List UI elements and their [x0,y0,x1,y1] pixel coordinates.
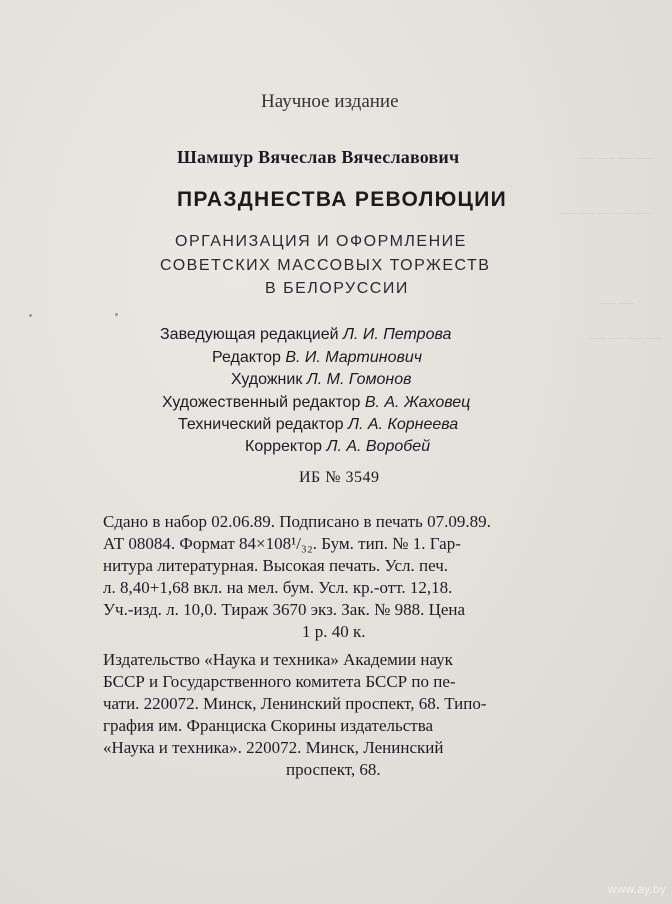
publication-type: Научное издание [261,91,399,112]
paper-speck [29,314,32,317]
subtitle-line-2: СОВЕТСКИХ МАССОВЫХ ТОРЖЕСТВ [160,257,491,274]
ib-number: ИБ № 3549 [299,469,380,486]
credit-role: Художник [231,371,303,388]
show-through-text: — — [600,295,634,311]
credit-person: Л. М. Гомонов [306,371,412,388]
show-through-text: — — — — [590,330,662,346]
credit-art-editor [162,394,470,412]
author-name: Шамшур Вячеслав Вячеславович [177,147,460,167]
print-details-line: нитура литературная. Высокая печать. Усл. печ. [103,556,449,575]
publisher-line: проспект, 68. [286,760,381,779]
print-details-line: л. 8,40+1,68 вкл. на мел. бум. Усл. кр.-отт. 12,18. [103,578,453,597]
publisher-line: Издательство «Наука и техника» Академии наук [103,650,453,669]
credit-role: Технический редактор [178,416,344,433]
credit-person: В. А. Жаховец [364,394,471,411]
subtitle-line-3: В БЕЛОРУССИИ [265,280,409,297]
subtitle-line-1: ОРГАНИЗАЦИЯ И ОФОРМЛЕНИЕ [175,233,467,250]
print-details-line: АТ 08084. Формат 84×108¹/₃₂. Бум. тип. № 1. Гар- [103,534,461,553]
credit-role: Корректор [245,438,323,455]
credit-person: В. И. Мартинович [285,349,422,366]
credit-proofreader [245,438,430,456]
credit-role: Редактор [212,349,281,366]
publisher-line: БССР и Государственного комитета БССР по пе- [103,672,456,691]
credit-artist [231,371,411,389]
show-through-text: — — — — [580,150,652,166]
credit-person: Л. А. Корнеева [348,416,459,433]
print-details-line: Сдано в набор 02.06.89. Подписано в печать 07.09.89. [103,512,491,531]
print-details-line: 1 р. 40 к. [302,622,366,641]
credit-managing-editor [160,326,451,344]
credit-role: Заведующая редакцией [160,326,339,343]
credit-role: Художественный редактор [162,394,361,411]
book-title: ПРАЗДНЕСТВА РЕВОЛЮЦИИ [177,188,507,211]
publisher-line: «Наука и техника». 220072. Минск, Ленинский [103,738,444,757]
credit-technical-editor [178,416,458,434]
publisher-line: чати. 220072. Минск, Ленинский проспект, 68. Типо- [103,694,487,713]
credit-person: Л. И. Петрова [343,326,452,343]
credit-person: Л. А. Воробей [326,438,431,455]
print-details-line: Уч.-изд. л. 10,0. Тираж 3670 экз. Зак. № 988. Цена [103,600,466,619]
paper-speck [115,313,118,316]
site-watermark: www.ay.by [607,882,666,896]
show-through-text: — — — — — [560,205,650,221]
publisher-line: графия им. Франциска Скорины издательства [103,716,434,735]
credit-editor [212,349,422,367]
